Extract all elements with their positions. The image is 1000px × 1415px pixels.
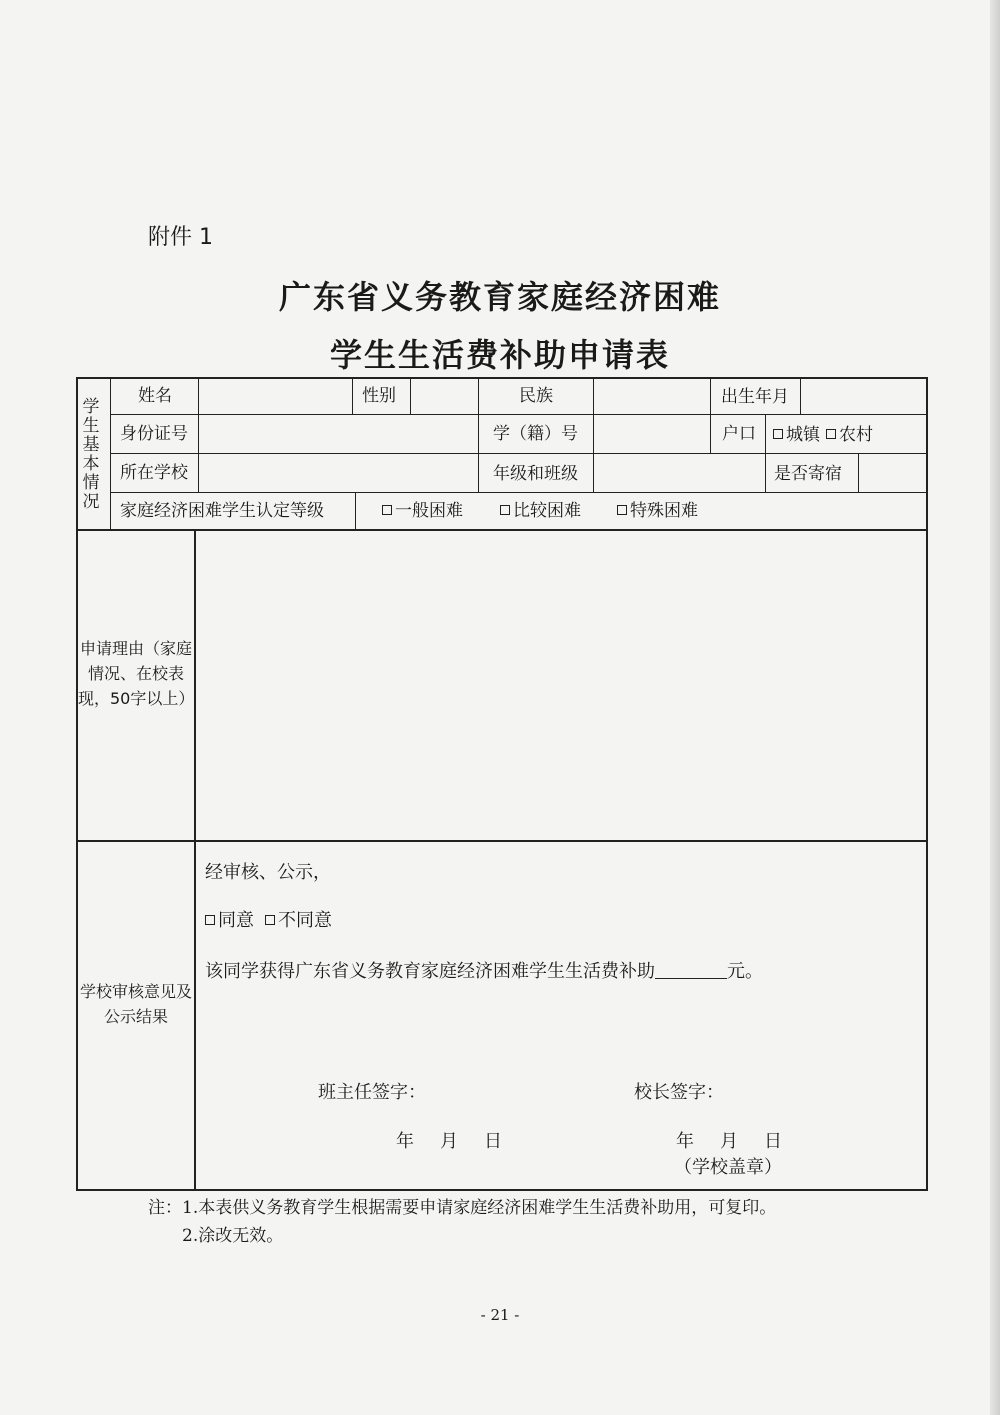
review-intro-text: 经审核、公示， (205, 862, 331, 883)
form-notes (148, 1194, 776, 1250)
id-number-label: 身份证号 (120, 424, 188, 444)
urban-checkbox[interactable]: 城镇 (773, 427, 820, 444)
note-line-1: 注：1.本表供义务教育学生根据需要申请家庭经济困难学生生活费补助用，可复印。 (148, 1198, 777, 1218)
level-general-checkbox[interactable]: 一般困难 (382, 503, 463, 520)
agree-checkbox[interactable]: 同意 (205, 906, 254, 932)
difficulty-level-label: 家庭经济困难学生认定等级 (120, 501, 324, 521)
gender-label: 性别 (362, 386, 396, 406)
reason-input-area[interactable] (197, 532, 925, 839)
principal-signature-label: 校长签字： (634, 1082, 724, 1103)
ethnicity-label: 民族 (519, 386, 553, 406)
form-title-line2: 学生生活费补助申请表 (329, 336, 670, 374)
amount-blank[interactable] (655, 962, 727, 979)
subsidy-amount-line: 该同学获得广东省义务教育家庭经济困难学生生活费补助 元。 (205, 961, 763, 982)
teacher-date: 年 月 日 (396, 1131, 506, 1152)
principal-date: 年 月 日 (676, 1131, 786, 1152)
teacher-signature-label: 班主任签字： (318, 1082, 426, 1103)
form-title-line1: 广东省义务教育家庭经济困难 (278, 278, 721, 316)
school-seal-label: （学校盖章） (674, 1157, 782, 1178)
review-label: 学校审核意见及公示结果 (79, 982, 192, 1026)
name-label: 姓名 (138, 386, 172, 406)
grade-class-label: 年级和班级 (493, 464, 578, 484)
basic-info-label: 学生基本情况 (82, 397, 100, 512)
checkbox-icon (826, 429, 836, 439)
checkbox-icon (500, 505, 510, 515)
checkbox-icon (382, 505, 392, 515)
page-edge (990, 0, 1000, 1415)
checkbox-icon (265, 915, 275, 925)
disagree-checkbox[interactable]: 不同意 (265, 906, 332, 932)
checkbox-icon (617, 505, 627, 515)
level-special-checkbox[interactable]: 特殊困难 (617, 503, 698, 520)
checkbox-icon (205, 915, 215, 925)
boarding-label: 是否寄宿 (774, 464, 842, 484)
level-relative-checkbox[interactable]: 比较困难 (500, 503, 581, 520)
birth-date-label: 出生年月 (721, 387, 789, 407)
rural-checkbox[interactable]: 农村 (826, 427, 873, 444)
reason-label: 申请理由（家庭情况、在校表现，50字以上） (78, 639, 195, 708)
page-number: - 21 - (480, 1306, 520, 1324)
hukou-label: 户口 (722, 424, 756, 444)
checkbox-icon (773, 429, 783, 439)
school-label: 所在学校 (120, 463, 188, 483)
attachment-label: 附件 1 (148, 225, 213, 250)
student-number-label: 学（籍）号 (493, 424, 578, 444)
note-line-2: 2.涂改无效。 (182, 1226, 284, 1246)
